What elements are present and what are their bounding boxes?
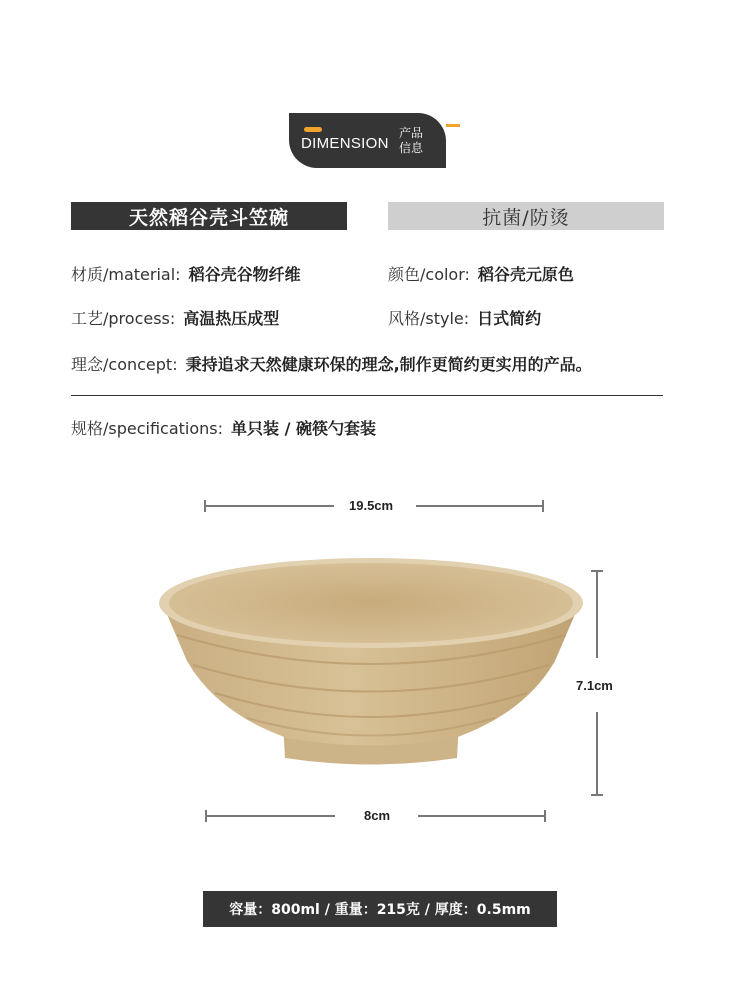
badge-title-cn-line1: 产品: [399, 126, 424, 140]
base-dim-line-left: [205, 815, 335, 817]
spec-concept-label: 理念/concept:: [71, 355, 178, 374]
top-dim-cap-right: [542, 500, 544, 512]
badge-title-cn: [399, 126, 431, 156]
capacity-weight-thickness-bar: 容量：800ml / 重量：215克 / 厚度：0.5mm: [203, 891, 557, 927]
spec-material-value: 稻谷壳谷物纤维: [188, 265, 301, 284]
spec-color-value: 稻谷壳元原色: [477, 265, 574, 284]
spec-style: [388, 306, 541, 329]
height-dim-line-top: [596, 570, 598, 658]
dimension-badge: [289, 113, 446, 168]
badge-title-cn-line2: 信息: [399, 141, 424, 155]
accent-bar: [304, 127, 322, 132]
spec-process-value: 高温热压成型: [183, 309, 280, 328]
spec-process-label: 工艺/process:: [71, 309, 176, 328]
spec-specifications-label: 规格/specifications:: [71, 419, 224, 438]
base-dim-cap-right: [544, 810, 546, 822]
spec-color-label: 颜色/color:: [388, 265, 470, 284]
height-dim-line-bottom: [596, 712, 598, 796]
spec-style-value: 日式简约: [477, 309, 542, 328]
top-dim-line-right: [416, 505, 544, 507]
feature-title: 抗菌/防烫: [388, 202, 664, 230]
top-dim-line-left: [204, 505, 334, 507]
badge-title-en: DIMENSION: [301, 135, 389, 152]
top-width-label: 19.5cm: [349, 498, 394, 513]
spec-concept: [71, 352, 592, 375]
product-name-title: 天然稻谷壳斗笠碗: [71, 202, 347, 230]
spec-material: [71, 262, 301, 285]
spec-specifications: [71, 416, 376, 439]
spec-style-label: 风格/style:: [388, 309, 470, 328]
divider: [71, 395, 663, 396]
spec-specifications-value: 单只装 / 碗筷勺套装: [231, 419, 377, 438]
height-label: 7.1cm: [576, 678, 613, 693]
spec-material-label: 材质/material:: [71, 265, 181, 284]
spec-concept-value: 秉持追求天然健康环保的理念,制作更简约更实用的产品。: [185, 355, 592, 374]
spec-process: [71, 306, 279, 329]
bowl-image: [155, 553, 587, 773]
height-dim-cap-bottom: [591, 794, 603, 796]
spec-color: [388, 262, 574, 285]
base-dim-line-right: [418, 815, 546, 817]
accent-line: [446, 124, 460, 127]
base-width-label: 8cm: [364, 808, 391, 823]
